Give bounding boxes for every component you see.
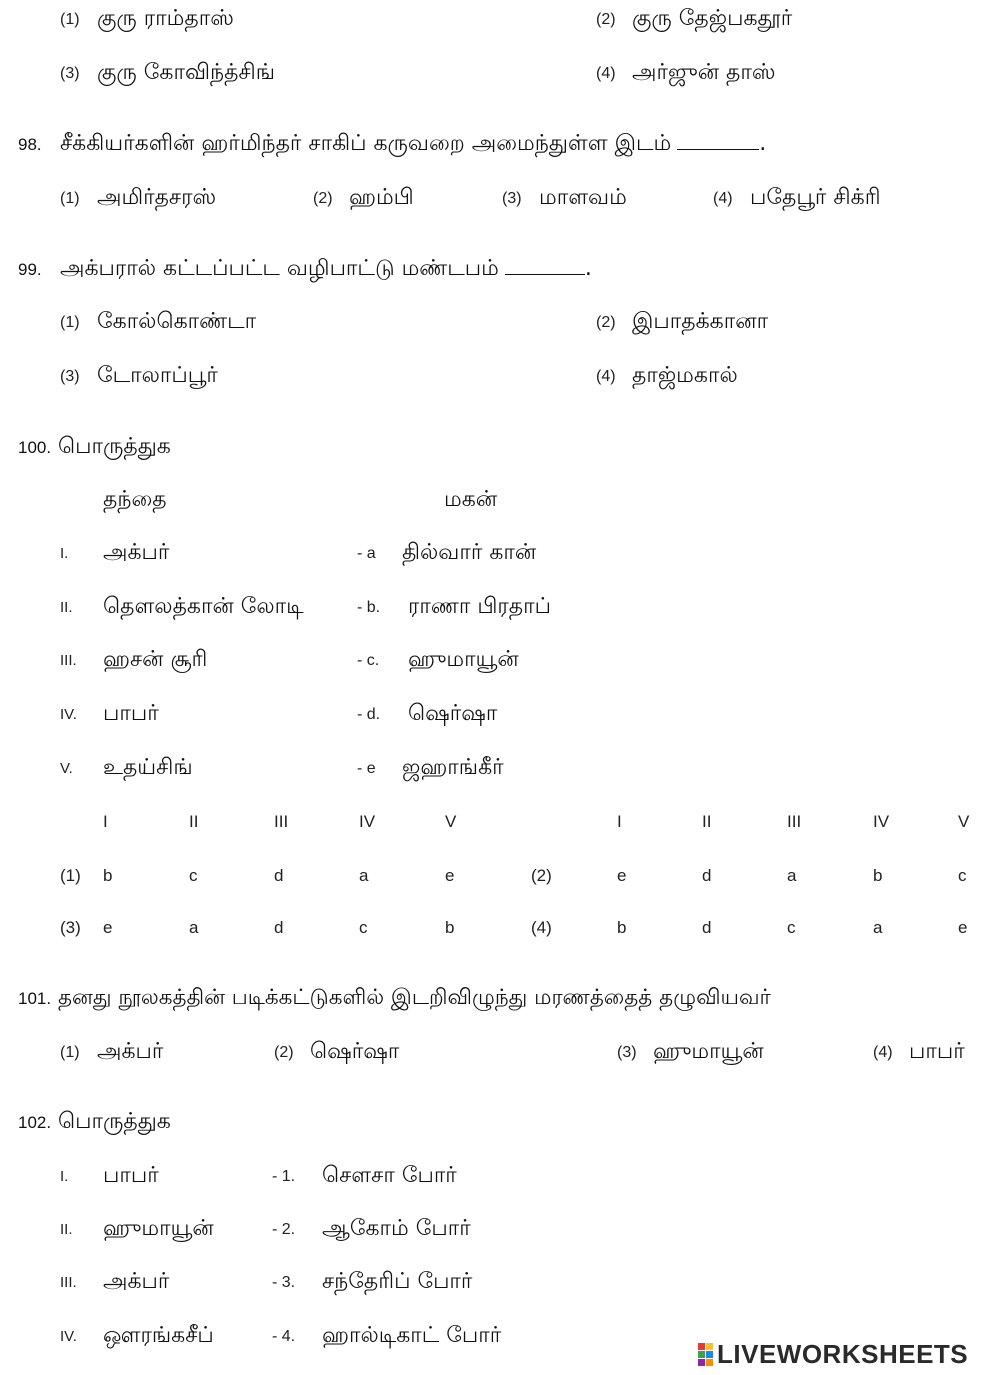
q100-answer-option-3-number: (3) (60, 918, 81, 937)
q101-option-2[interactable]: ஷெர்ஷா (310, 1039, 400, 1064)
q99-option-3-number: (3) (60, 368, 80, 385)
q102-row-4-left: ஔரங்கசீப் (103, 1323, 214, 1348)
logo-square (706, 1343, 713, 1350)
q100-answer-cell: e (445, 866, 455, 885)
q100-answer-header-4: IV (359, 812, 376, 831)
q100-answer-cell: a (189, 918, 199, 937)
q98-option-4[interactable]: பதேபூர் சிக்ரி (750, 185, 881, 210)
q100-row-3-right: ஹுமாயூன் (408, 647, 519, 672)
q100-row-2-key: - b. (357, 599, 381, 616)
q98-number: 98. (18, 135, 42, 154)
q98-option-3[interactable]: மாளவம் (539, 185, 627, 210)
q100-answer-cell: d (274, 866, 284, 885)
q100-row-4-roman: IV. (60, 706, 77, 723)
q102-row-1-right: சௌசா போர் (322, 1163, 457, 1188)
q101-option-1-number: (1) (60, 1044, 80, 1061)
q100-row-2-right: ராணா பிரதாப் (408, 594, 551, 619)
q100-row-4-key: - d. (357, 706, 381, 723)
q101-option-4[interactable]: பாபர் (909, 1039, 965, 1064)
q98-answer-blank (677, 149, 759, 150)
q98-option-2-number: (2) (313, 190, 333, 207)
logo-square (706, 1359, 713, 1366)
q100-answer-header-1b: I (617, 812, 622, 831)
q97-option-3[interactable]: குரு கோவிந்த்சிங் (97, 60, 275, 85)
liveworksheets-logo-text: LIVEWORKSHEETS (717, 1338, 969, 1369)
q100-answer-header-2: II (189, 812, 199, 831)
q99-question-text: அக்பரால் கட்டப்பட்ட வழிபாட்டு மண்டபம் (60, 256, 499, 281)
q99-number: 99. (18, 260, 42, 279)
q100-row-5-key: - e (357, 760, 376, 777)
logo-square (698, 1343, 705, 1350)
q99-option-3[interactable]: டோலாப்பூர் (97, 363, 218, 388)
q100-answer-header-4b: IV (873, 812, 890, 831)
q98-question (60, 130, 766, 158)
q102-number: 102. (18, 1113, 52, 1132)
q102-row-4-key: - 4. (272, 1328, 296, 1345)
q97-option-1-number: (1) (60, 11, 80, 28)
q98-question-end: . (759, 131, 767, 156)
q99-option-1-number: (1) (60, 314, 80, 331)
logo-square (698, 1359, 705, 1366)
q101-question: தனது நூலகத்தின் படிக்கட்டுகளில் இடறிவிழுந்து மரணத்தைத் தழுவியவர் (58, 985, 771, 1010)
q102-row-3-left: அக்பர் (103, 1269, 170, 1294)
q100-answer-cell: e (958, 918, 968, 937)
q100-row-5-right: ஜஹாங்கீர் (402, 755, 504, 780)
q100-answer-header-3b: III (787, 812, 802, 831)
q100-row-5-roman: V. (60, 760, 73, 777)
q102-row-4-roman: IV. (60, 1328, 77, 1345)
q100-header-left: தந்தை (103, 487, 167, 512)
q97-option-4[interactable]: அர்ஜுன் தாஸ் (632, 60, 776, 85)
q101-option-3-number: (3) (617, 1044, 637, 1061)
q98-option-4-number: (4) (713, 190, 733, 207)
q100-row-2-left: தௌலத்கான் லோடி (103, 594, 304, 619)
q100-row-2-roman: II. (60, 599, 73, 616)
q99-option-4-number: (4) (596, 368, 616, 385)
q97-option-2-number: (2) (596, 11, 616, 28)
q100-row-4-right: ஷெர்ஷா (408, 701, 498, 726)
q101-option-4-number: (4) (873, 1044, 893, 1061)
q98-question-text: சீக்கியர்களின் ஹர்மிந்தர் சாகிப் கருவறை அமைந்துள்ள இடம் (60, 131, 672, 156)
q102-row-2-right: ஆகோம் போர் (322, 1216, 471, 1241)
q97-option-2[interactable]: குரு தேஜ்பகதூர் (632, 6, 793, 31)
q101-option-2-number: (2) (274, 1044, 294, 1061)
q100-answer-option-1-number: (1) (60, 866, 81, 885)
q101-option-1[interactable]: அக்பர் (97, 1039, 164, 1064)
q100-row-3-roman: III. (60, 652, 77, 669)
q99-option-2-number: (2) (596, 314, 616, 331)
q100-row-3-key: - c. (357, 652, 380, 669)
q100-answer-cell: b (617, 918, 627, 937)
q100-row-1-key: - a (357, 545, 376, 562)
q102-row-2-roman: II. (60, 1221, 73, 1238)
q102-row-1-key: - 1. (272, 1168, 296, 1185)
q100-answer-cell: a (359, 866, 369, 885)
q100-question: பொருத்துக (58, 434, 171, 459)
q98-option-2[interactable]: ஹம்பி (349, 185, 414, 210)
liveworksheets-logo[interactable] (698, 1340, 968, 1368)
logo-square (706, 1351, 713, 1358)
q100-row-3-left: ஹசன் சூரி (103, 647, 208, 672)
q100-answer-header-3: III (274, 812, 289, 831)
q98-option-1[interactable]: அமிர்தசரஸ் (97, 185, 217, 210)
q100-answer-header-5b: V (958, 812, 970, 831)
q98-option-3-number: (3) (502, 190, 522, 207)
q102-row-3-key: - 3. (272, 1274, 296, 1291)
logo-square (698, 1351, 705, 1358)
q97-option-3-number: (3) (60, 65, 80, 82)
liveworksheets-logo-icon (698, 1343, 713, 1366)
q102-row-3-right: சந்தேரிப் போர் (322, 1269, 473, 1294)
q102-question: பொருத்துக (58, 1109, 171, 1134)
q98-option-1-number: (1) (60, 190, 80, 207)
q102-row-1-roman: I. (60, 1168, 69, 1185)
q101-number: 101. (18, 989, 52, 1008)
q100-answer-cell: e (617, 866, 627, 885)
q102-row-1-left: பாபர் (103, 1163, 159, 1188)
q100-answer-cell: d (702, 918, 712, 937)
q100-answer-cell: c (189, 866, 198, 885)
q100-answer-header-5: V (445, 812, 457, 831)
q100-answer-cell: b (445, 918, 455, 937)
q100-answer-cell: a (787, 866, 797, 885)
q100-answer-header-2b: II (702, 812, 712, 831)
q100-answer-cell: a (873, 918, 883, 937)
q99-answer-blank (505, 274, 585, 275)
q100-answer-cell: d (702, 866, 712, 885)
q99-question (60, 255, 592, 283)
q100-answer-cell: c (359, 918, 368, 937)
q97-option-4-number: (4) (596, 65, 616, 82)
q100-row-1-left: அக்பர் (103, 540, 170, 565)
q100-answer-cell: c (787, 918, 796, 937)
q100-answer-cell: b (103, 866, 113, 885)
q100-answer-cell: d (274, 918, 284, 937)
q100-row-5-left: உதய்சிங் (103, 755, 193, 780)
q102-row-2-key: - 2. (272, 1221, 296, 1238)
q99-option-2[interactable]: இபாதக்கானா (632, 309, 769, 334)
q100-answer-cell: c (958, 866, 967, 885)
q99-option-1[interactable]: கோல்கொண்டா (97, 309, 257, 334)
q102-row-4-right: ஹால்டிகாட் போர் (322, 1323, 502, 1348)
q100-answer-cell: e (103, 918, 113, 937)
q100-row-1-right: தில்வார் கான் (402, 540, 537, 565)
q102-row-3-roman: III. (60, 1274, 77, 1291)
q100-answer-option-4-number: (4) (531, 918, 552, 937)
q100-answer-option-2-number: (2) (531, 866, 552, 885)
q97-option-1[interactable]: குரு ராம்தாஸ் (97, 6, 234, 31)
q100-answer-cell: b (873, 866, 883, 885)
q100-number: 100. (18, 438, 52, 457)
q100-header-right: மகன் (444, 487, 498, 512)
q102-row-2-left: ஹுமாயூன் (103, 1216, 214, 1241)
q101-option-3[interactable]: ஹுமாயூன் (653, 1039, 764, 1064)
q99-question-end: . (584, 256, 592, 281)
q100-answer-header-1: I (103, 812, 108, 831)
q100-row-1-roman: I. (60, 545, 69, 562)
q99-option-4[interactable]: தாஜ்மகால் (632, 363, 738, 388)
q100-row-4-left: பாபர் (103, 701, 159, 726)
